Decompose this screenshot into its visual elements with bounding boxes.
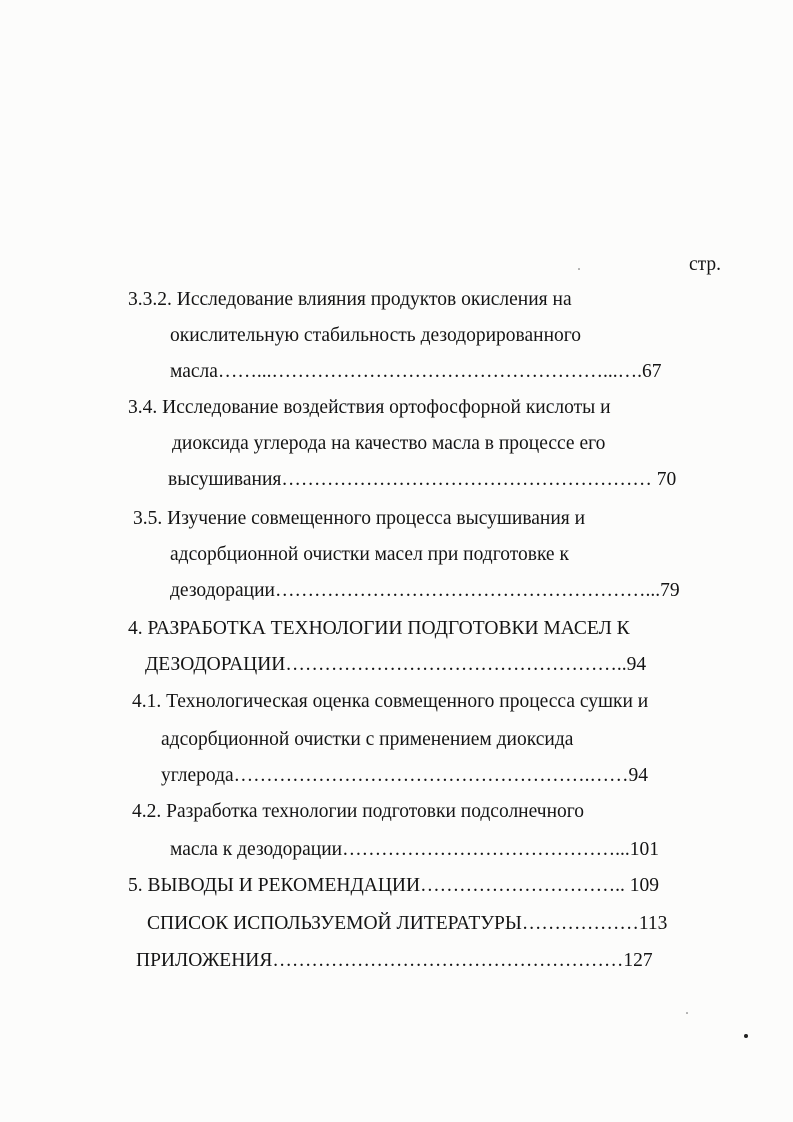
toc-line: высушивания………………………………………………… 70: [168, 469, 677, 490]
toc-line: 4. РАЗРАБОТКА ТЕХНОЛОГИИ ПОДГОТОВКИ МАСЕЛ К: [128, 618, 630, 639]
toc-line: углерода……………………………………………….……94: [161, 765, 649, 786]
toc-line: ПРИЛОЖЕНИЯ………………………………………………127: [136, 950, 653, 971]
toc-line: масла……...……………………………………………...….67: [170, 361, 662, 382]
toc-line: 3.4. Исследование воздействия ортофосфорной кислоты и: [128, 397, 611, 418]
toc-line: 3.5. Изучение совмещенного процесса высушивания и: [133, 508, 586, 529]
toc-line: 5. ВЫВОДЫ И РЕКОМЕНДАЦИИ………………………….. 109: [128, 875, 659, 896]
scan-speck: [686, 1012, 688, 1014]
toc-line: окислительную стабильность дезодорированного: [170, 325, 582, 346]
toc-line: 4.1. Технологическая оценка совмещенного процесса сушки и: [132, 691, 649, 712]
toc-line: ДЕЗОДОРАЦИИ……………………………………………..94: [145, 654, 647, 675]
toc-line: 3.3.2. Исследование влияния продуктов окисления на: [128, 289, 572, 310]
page-column-label: стр.: [689, 254, 722, 275]
scan-dot: [744, 1034, 748, 1038]
toc-line: дезодорации…………………………………………………...79: [170, 580, 680, 601]
toc-line: 4.2. Разработка технологии подготовки подсолнечного: [132, 801, 585, 822]
toc-line: масла к дезодорации……………………………………...101: [170, 839, 659, 860]
toc-line: СПИСОК ИСПОЛЬЗУЕМОЙ ЛИТЕРАТУРЫ………………113: [147, 913, 668, 934]
scan-speck: [578, 268, 580, 270]
toc-line: адсорбционной очистки масел при подготовке к: [170, 544, 569, 565]
toc-line: диоксида углерода на качество масла в процессе его: [172, 433, 606, 454]
toc-line: адсорбционной очистки с применением диоксида: [161, 729, 574, 750]
